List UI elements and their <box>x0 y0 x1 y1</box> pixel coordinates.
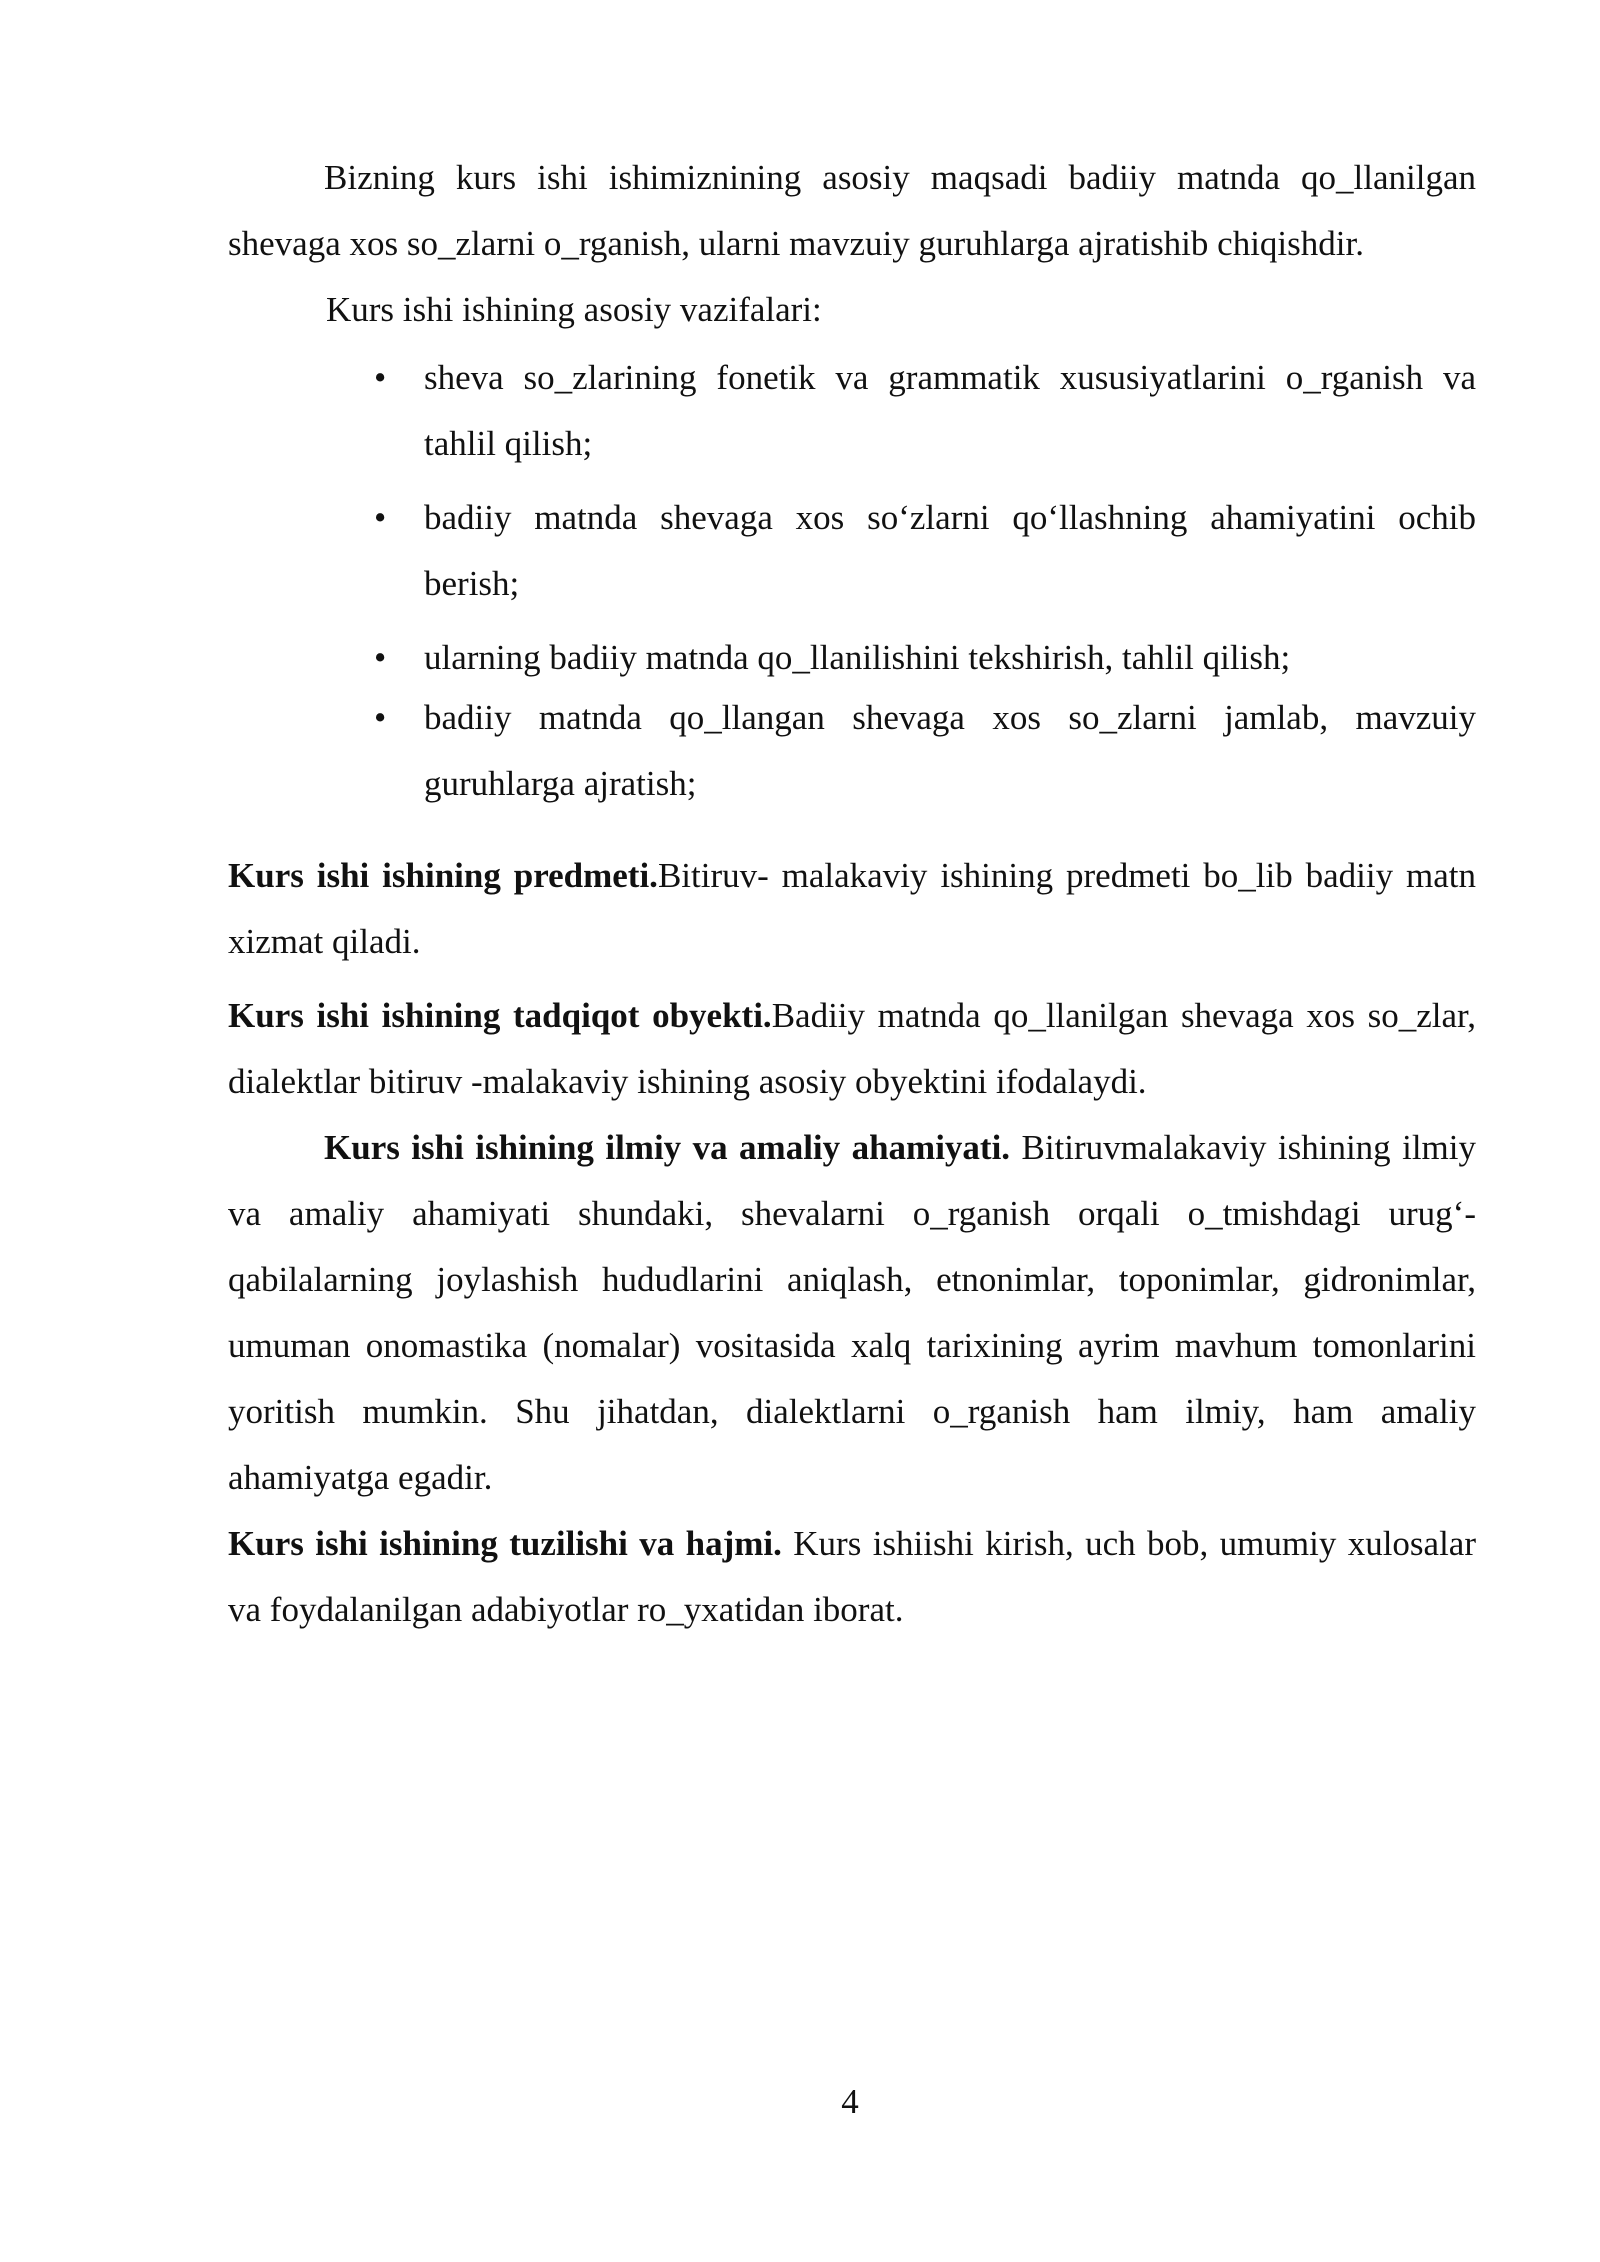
object-heading: Kurs ishi ishining tadqiqot obyekti. <box>228 996 772 1035</box>
significance-text: Bitiruvmalakaviy ishining ilmiy va amaliy ahamiyati shundaki, shevalarni o_rganish orqali o_tmishdagi urug‘-qabilalarning joylashish hududlarini aniqlash, etnonimlar, toponimlar, gidronimlar, umuman onomastika (nomalar) vositasida xalq tarixining ayrim mavhum tomonlarini yoritish mumkin. Shu jihatdan, dialektlarni o_rganish ham ilmiy, ham amaliy ahamiyatga egadir. <box>228 1128 1476 1497</box>
subject-paragraph <box>228 843 1476 975</box>
intro-paragraph: Bizning kurs ishi ishimiznining asosiy maqsadi badiiy matnda qo_llanilgan shevaga xos so_zlarni o_rganish, ularni mavzuiy guruhlarga ajratishib chiqishdir. <box>228 158 1476 263</box>
list-item <box>374 345 1476 477</box>
subject-heading: Kurs ishi ishining predmeti. <box>228 856 658 895</box>
list-item-text: badiiy matnda qo_llangan shevaga xos so_zlarni jamlab, mavzuiy guruhlarga ajratish; <box>424 698 1476 803</box>
list-item <box>374 625 1476 691</box>
bullet-icon: • <box>374 698 387 737</box>
list-item-text: ularning badiiy matnda qo_llanilishini tekshirish, tahlil qilish; <box>424 638 1291 677</box>
list-item-text: badiiy matnda shevaga xos so‘zlarni qo‘llashning ahamiyatini ochib berish; <box>424 498 1476 603</box>
object-paragraph <box>228 983 1476 1115</box>
page-content <box>228 145 1476 1643</box>
list-item-text: sheva so_zlarining fonetik va grammatik xususiyatlarini o_rganish va tahlil qilish; <box>424 358 1476 463</box>
structure-heading: Kurs ishi ishining tuzilishi va hajmi. <box>228 1524 782 1563</box>
bullet-icon: • <box>374 358 387 397</box>
significance-paragraph <box>228 1115 1476 1511</box>
structure-paragraph <box>228 1511 1476 1643</box>
tasks-list <box>374 345 1476 817</box>
subject-text: Bitiruv- malakaviy ishining predmeti bo_lib badiiy matn xizmat qiladi. <box>228 856 1476 961</box>
list-item <box>374 485 1476 617</box>
bullet-icon: • <box>374 638 387 677</box>
tasks-heading: Kurs ishi ishining asosiy vazifalari: <box>326 290 822 329</box>
object-text: Badiiy matnda qo_llanilgan shevaga xos so_zlar, dialektlar bitiruv -malakaviy ishining asosiy obyektini ifodalaydi. <box>228 996 1476 1101</box>
list-item <box>374 685 1476 817</box>
page-number: 4 <box>841 2082 859 2121</box>
bullet-icon: • <box>374 498 387 537</box>
significance-heading: Kurs ishi ishining ilmiy va amaliy ahamiyati. <box>324 1128 1011 1167</box>
structure-text: Kurs ishiishi kirish, uch bob, umumiy xulosalar va foydalanilgan adabiyotlar ro_yxatidan iborat. <box>228 1524 1476 1629</box>
